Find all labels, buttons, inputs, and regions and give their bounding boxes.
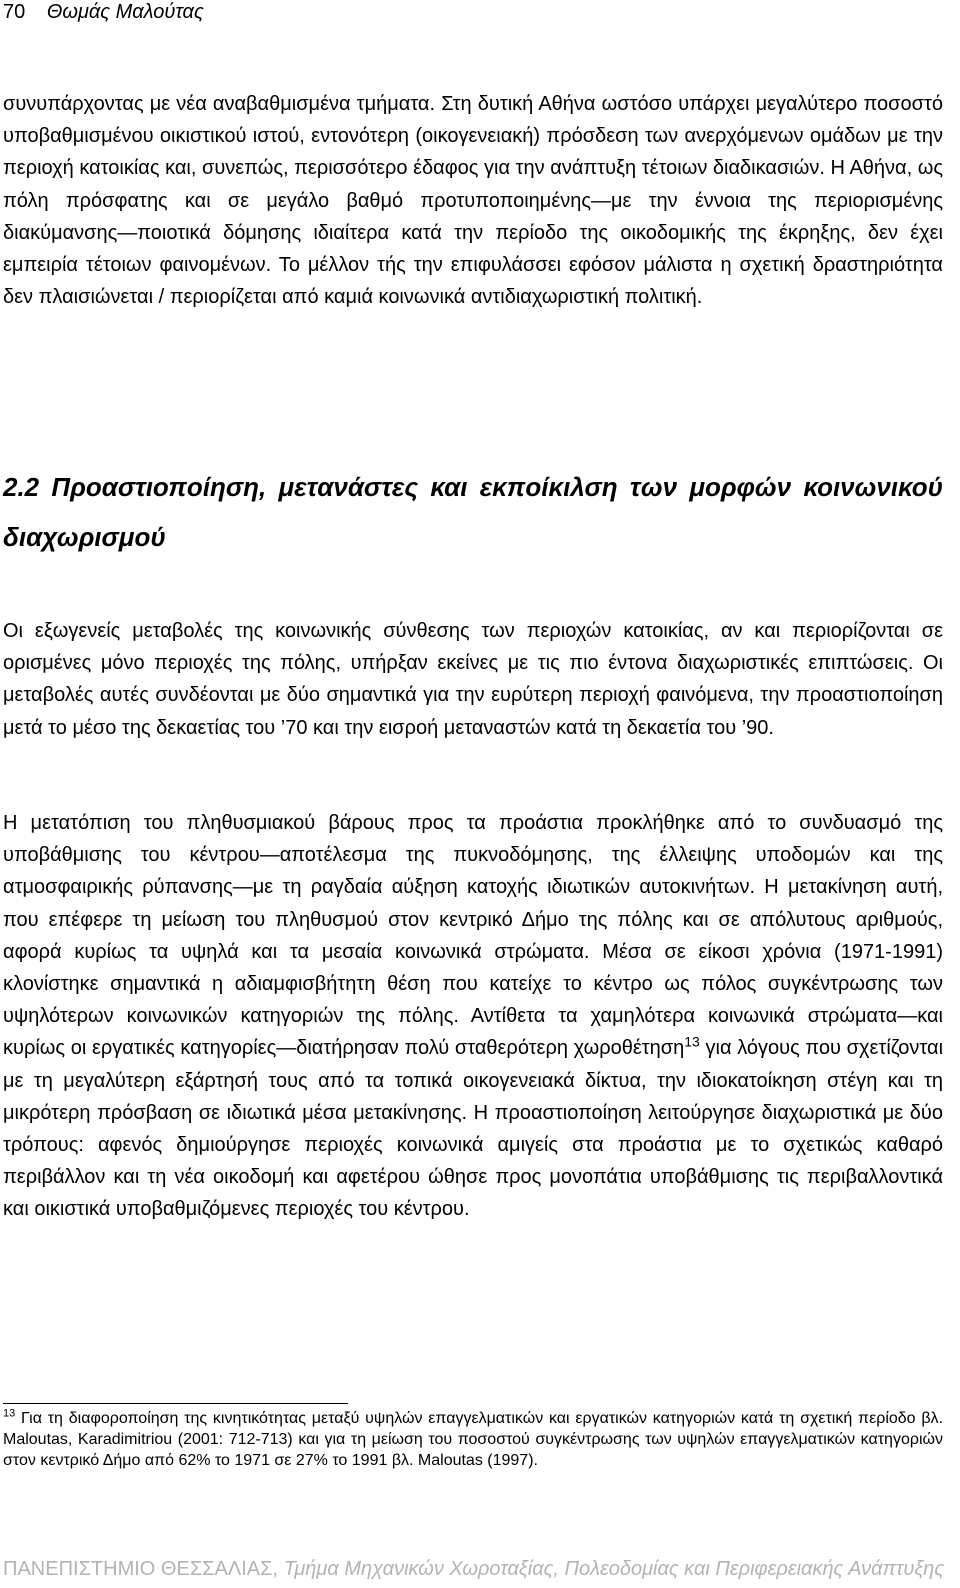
paragraph-3 — [3, 807, 943, 1226]
paragraph-3-part-2: για λόγους που σχετίζονται με τη μεγαλύτερη εξάρτησή τους από τα τοπικά οικογενειακά δίκτυα, την ιδιοκατοίκηση στέγη και τη μικρότερη πρόσβαση σε ιδιωτικά μέσα μετακίνησης. Η προαστιοποίηση λειτούργησε διαχωριστικά με δύο τρόπους: αφενός δημιούργησε περιοχές κοινωνικά αμιγείς στα προάστια με το σχετικώς καθαρό περιβάλλον και τη νέα οικοδομή και αφετέρου ώθησε προς μονοπάτια υποβάθμισης τις περιβαλλοντικά και οικιστικά υποβαθμιζόμενες περιοχές του κέντρου. — [3, 1037, 944, 1221]
page-number: 70 — [3, 1, 26, 23]
footnote — [3, 1408, 943, 1471]
footnote-separator — [3, 1403, 348, 1404]
paragraph-2: Οι εξωγενείς μεταβολές της κοινωνικής σύνθεσης των περιοχών κατοικίας, αν και περιορίζονται σε ορισμένες μόνο περιοχές της πόλης, υπήρξαν εκείνες με τις πιο έντονα διαχωριστικές επιπτώσεις. Οι μεταβολές αυτές συνδέονται με δύο σημαντικά για την ευρύτερη περιοχή φαινόμενα, την προαστιοποίηση μετά το μέσο της δεκαετίας του ’70 και την εισροή μεταναστών κατά τη δεκαετία του ’90. — [3, 620, 943, 739]
footer-department: Τμήμα Μηχανικών Χωροταξίας, Πολεοδομίας και Περιφερειακής Ανάπτυξης — [278, 1558, 945, 1580]
footnote-text: Για τη διαφοροποίηση της κινητικότητας μεταξύ υψηλών επαγγελματικών και εργατικών κατηγοριών κατά τη σχετική περίοδο βλ. Maloutas, Karadimitriou (2001: 712-713) και για τη μείωση του ποσοστού συγκέντρωσης των υψηλών επαγγελματικών κατηγοριών στον κεντρικό Δήμο από 62% το 1971 σε 27% το 1991 βλ. Maloutas (1997). — [3, 1410, 943, 1469]
footnote-reference[interactable]: 13 — [684, 1033, 700, 1050]
running-header — [3, 0, 204, 24]
footnote-marker: 13 — [3, 1407, 16, 1420]
paragraph-3-part-1: Η μετατόπιση του πληθυσμιακού βάρους προς τα προάστια προκλήθηκε από το συνδυασμό της υποβάθμισης του κέντρου—αποτέλεσμα της πυκνοδόμησης, της έλλειψης υποδομών και της ατμοσφαιρικής ρύπανσης—με τη ραγδαία αύξηση κατοχής ιδιωτικών αυτοκινήτων. Η μετακίνηση αυτή, που επέφερε τη μείωση του πληθυσμού στον κεντρικό Δήμο της πόλης και σε απόλυτους αριθμούς, αφορά κυρίως τα υψηλά και τα μεσαία κοινωνικά στρώματα. Μέσα σε είκοσι χρόνια (1971-1991) κλονίστηκε σημαντικά η αδιαμφισβήτητη θέση που κατείχε το κέντρο ως πόλος συγκέντρωσης των υψηλότερων κοινωνικών κατηγοριών της πόλης. Αντίθετα τα χαμηλότερα κοινωνικά στρώματα—και κυρίως οι εργατικές κατηγορίες—διατήρησαν πολύ σταθερότερη χωροθέτηση — [3, 812, 943, 1060]
page-footer-watermark — [3, 1555, 958, 1583]
paragraph-1: συνυπάρχοντας με νέα αναβαθμισμένα τμήματα. Στη δυτική Αθήνα ωστόσο υπάρχει μεγαλύτερο ποσοστό υποβαθμισμένου οικιστικού ιστού, εντονότερη (οικογενειακή) πρόσδεση των ανερχόμενων ομάδων με την περιοχή κατοικίας και, συνεπώς, περισσότερο έδαφος για την ανάπτυξη τέτοιων διαδικασιών. Η Αθήνα, ως πόλη πρόσφατης και σε μεγάλο βαθμό προτυποποιημένης—με την έννοια της περιορισμένης διακύμανσης—ποιοτικά δόμησης ιδιαίτερα κατά την περίοδο της οικοδομικής της έκρηξης, δεν έχει εμπειρία τέτοιων φαινομένων. Το μέλλον τής την επιφυλάσσει εφόσον μάλιστα η σχετική δραστηριότητα δεν πλαισιώνεται / περιορίζεται από καμιά κοινωνικά αντιδιαχωριστική πολιτική. — [3, 93, 943, 309]
section-heading: 2.2 Προαστιοποίηση, μετανάστες και εκποίκιλση των μορφών κοινωνικού διαχωρισμού — [3, 472, 943, 552]
running-header-author: Θωμάς Μαλούτας — [46, 1, 204, 23]
footer-university: ΠΑΝΕΠΙΣΤΗΜΙΟ ΘΕΣΣΑΛΙΑΣ, — [3, 1558, 279, 1580]
